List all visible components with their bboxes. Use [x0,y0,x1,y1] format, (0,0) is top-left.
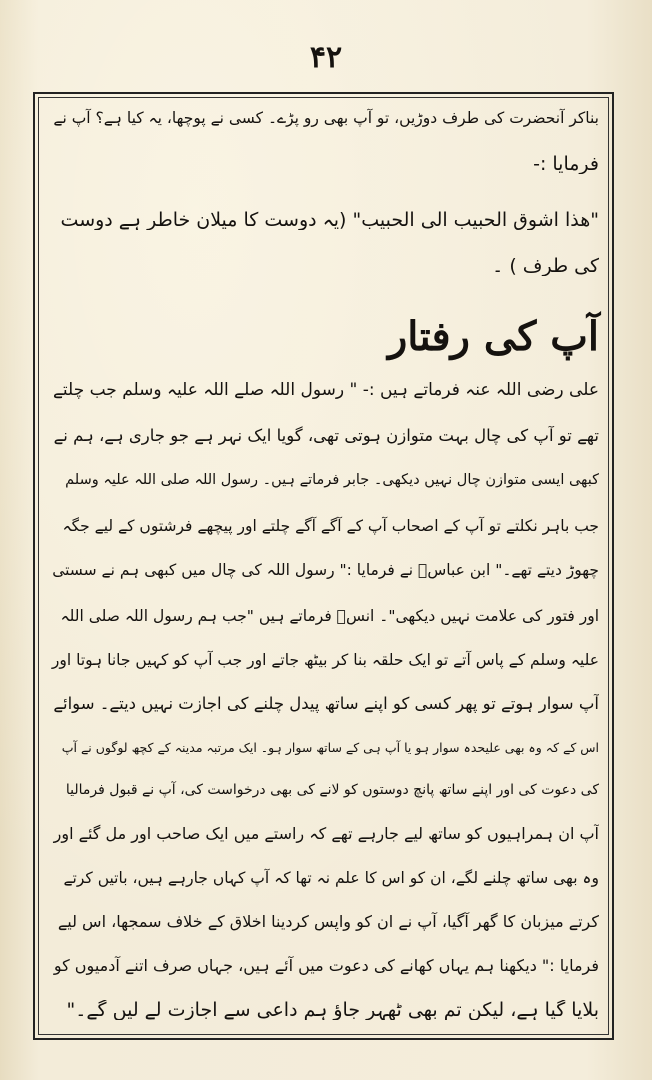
body-line: کی دعوت کی اور اپنے ساتھ پانچ دوستوں کو لانے کی بھی درخواست کی، آپ نے قبول فرمالیا [65,782,599,798]
body-line: کرتے میزبان کا گھر آگیا، آپ نے ان کو واپس کردینا اخلاق کے خلاف سمجھا، اس لیے [57,912,599,931]
body-line: فرمایا :" دیکھنا ہم یہاں کھانے کی دعوت میں آئے ہیں، جہاں صرف اتنے آدمیوں کو [53,956,599,975]
intro-line: فرمایا :- [533,154,599,174]
body-line: اور فتور کی علامت نہیں دیکھی"۔ انسؓ فرماتے ہیں "جب ہم رسول اللہ صلی اللہ [60,607,599,625]
body-line: جب باہر نکلتے تو آپ کے اصحاب آپ کے آگے آگے چلتے اور پیچھے فرشتوں کے لیے جگہ [62,517,599,535]
body-line: بلایا گیا ہے، لیکن تم بھی ٹھہر جاؤ ہم داعی سے اجازت لے لیں گے۔" [66,1000,599,1020]
body-line: آپ سوار ہوتے تو پھر کسی کو اپنے ساتھ پیدل چلنے کی اجازت نہیں دیتے۔ سوائے [53,694,599,713]
body-line: کبھی ایسی متوازن چال نہیں دیکھی۔ جابر فرماتے ہیں۔ رسول اللہ صلی اللہ علیہ وسلم [65,472,599,488]
page-number: ۴۲ [309,40,343,75]
body-line: اس کے کہ وہ بھی علیحدہ سوار ہو یا آپ ہی کے ساتھ سوار ہو۔ ایک مرتبہ مدینہ کے کچھ لوگوں نے آپ [61,740,599,755]
body-line: تھے تو آپ کی چال بہت متوازن ہوتی تھی، گویا ایک نہر ہے جو جاری ہے، ہم نے [53,426,599,445]
section-heading: آپ کی رفتار [387,313,599,360]
body-line: چھوڑ دیتے تھے۔" ابن عباسؓ نے فرمایا :" رسول اللہ کی چال میں کبھی ہم نے سستی [52,561,599,579]
body-line: علیہ وسلم کے پاس آتے تو ایک حلقہ بنا کر بیٹھ جاتے اور جب آپ کو کہیں جانا ہوتا اور [51,651,599,669]
intro-line: بناکر آنحضرت کی طرف دوڑیں، تو آپ بھی رو پڑے۔ کسی نے پوچھا، یہ کیا ہے؟ آپ نے [53,109,599,127]
body-line: علی رضی اللہ عنہ فرماتے ہیں :- " رسول اللہ صلے اللہ علیہ وسلم جب چلتے [52,380,599,400]
intro-line: "ھذا اشوق الحبیب الی الحبیب" (یہ دوست کا میلان خاطر ہے دوست [60,210,599,230]
body-line: وہ بھی ساتھ چلنے لگے، ان کو اس کا علم نہ تھا کہ آپ کہاں جارہے ہیں، باتیں کرتے [63,869,599,887]
body-line: آپ ان ہمراہیوں کو ساتھ لیے جارہے تھے کہ راستے میں ایک صاحب اور مل گئے اور [53,824,599,843]
intro-line: کی طرف ) ۔ [492,256,599,276]
